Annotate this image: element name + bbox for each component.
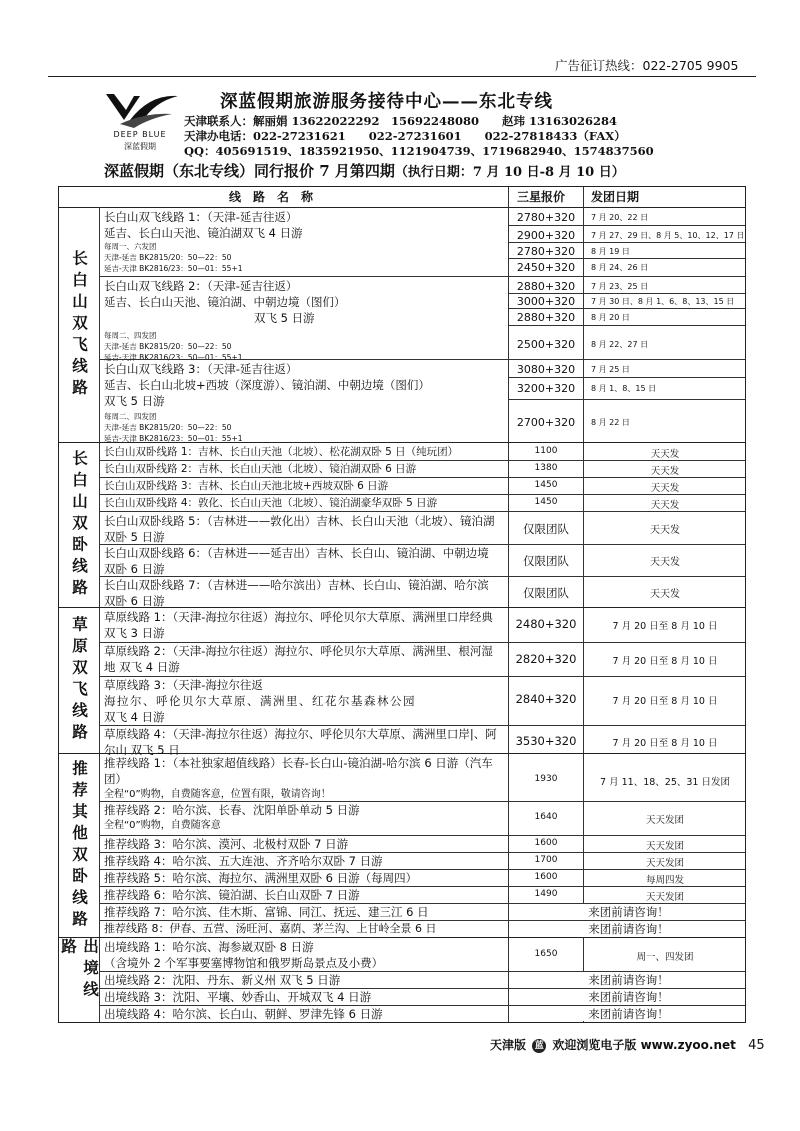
date-cell: 周一、四发团 (636, 952, 694, 963)
price-cell: 3200+320 (516, 382, 576, 395)
price-cell: 1640 (534, 812, 558, 822)
row-divider (59, 207, 745, 208)
price-cell: 1450 (534, 497, 558, 507)
price-cell: 1450 (534, 480, 558, 490)
route-outbound-1: 出境线路 1：哈尔滨、海参崴双卧 8 日游 （含境外 2 个军事要塞博物馆和俄罗斯岛景点及小费） (104, 940, 384, 970)
date-cell: 天天发 (650, 525, 680, 536)
price-cell: 2900+320 (516, 229, 576, 242)
ad-hotline: 广告征订热线：022-2705 9905 (555, 58, 739, 73)
period-name: 深蓝假期（东北专线）同行报价 7 月第四期 (104, 162, 395, 180)
category-grassland-flight: 草原双飞线路 (70, 616, 88, 745)
date-cell: 7 月 30 日、8 月 1、6、8、13、15 日 (591, 297, 735, 306)
route-sleeper-4: 长白山双卧线路 4：敦化、长白山天池（北坡）、镜泊湖豪华双卧 5 日游 (104, 497, 438, 509)
price-cell: 2780+320 (516, 245, 576, 258)
category-changbai-flight: 长白山双飞线路 (70, 249, 88, 401)
price-cell: 1380 (534, 463, 558, 473)
price-cell: 2780+320 (516, 211, 576, 224)
route-recommended-7: 推荐线路 7：哈尔滨、佳木斯、富锦、同江、抚远、建三江 6 日 (104, 905, 429, 919)
consult-cell: 来团前请咨询！ (512, 972, 745, 988)
footer-edition: 天津版 (490, 1038, 527, 1052)
date-cell: 7 月 27、29 日、8 月 5、10、12、17 日 (591, 231, 745, 240)
header-route: 线 路 名 称 (229, 190, 314, 204)
route-grassland-1: 草原线路 1：（天津-海拉尔往返）海拉尔、呼伦贝尔大草原、满洲里口岸经典 双飞 3 日游 (104, 610, 505, 640)
route-flight-3: 长白山双飞线路 3：（天津-延吉往返） 延吉、长白山北坡+西坡（深度游）、镜泊湖、中朝边境（图们） 双飞 5 日游 每周二、四发团 天津-延吉 BK2815/20：50—22：50 延吉-天津 BK2816/23：50—01：55+1 (104, 362, 430, 443)
route-recommended-4: 推荐线路 4：哈尔滨、五大连池、齐齐哈尔双卧 7 日游 (104, 854, 383, 868)
header-price: 三星报价 (517, 190, 566, 204)
route-recommended-2: 推荐线路 2：哈尔滨、长春、沈阳单卧单动 5 日游 全程“0”购物，自费随客意 (104, 803, 360, 831)
date-cell: 7 月 20、22 日 (591, 213, 649, 222)
consult-cell: 来团前请咨询！ (512, 921, 745, 937)
date-cell: 天天发 (650, 500, 680, 511)
date-cell: 7 月 11、18、25、31 日发团 (600, 777, 730, 788)
date-cell: 7 月 23、25 日 (591, 282, 649, 291)
price-cell: 1490 (534, 889, 558, 899)
date-cell: 天天发团 (645, 892, 684, 903)
route-outbound-4: 出境线路 4：哈尔滨、长白山、朝鲜、罗津先锋 6 日游 (104, 1007, 383, 1021)
date-cell: 8 月 22 日 (591, 418, 630, 427)
price-cell: 仅限团队 (523, 586, 569, 600)
route-sleeper-3: 长白山双卧线路 3：吉林、长白山天池北坡+西坡双卧 6 日游 (104, 480, 389, 492)
contact-persons: 天津联系人：解丽娟 13622022292 15692248080 赵玮 13163026284 (184, 114, 618, 128)
top-divider (48, 76, 756, 77)
consult-cell: 来团前请咨询！ (512, 989, 745, 1005)
price-cell: 2820+320 (515, 652, 577, 666)
route-recommended-8: 推荐线路 8：伊春、五营、汤旺河、嘉荫、茅兰沟、上甘岭全景 6 日 (104, 922, 437, 935)
route-flight-2: 长白山双飞线路 2：（天津-延吉往返） 延吉、长白山天池、镜泊湖、中朝边境（图们） 双飞 5 日游 每周二、四发团 天津-延吉 BK2815/20：50—22：50 延吉-天津 BK2816/23：50—01：55+1 (104, 279, 346, 362)
date-cell: 8 月 22、27 日 (591, 340, 649, 349)
route-sleeper-6: 长白山双卧线路 6：（吉林进——延吉出）吉林、长白山、镜泊湖、中朝边境双卧 6 日游 (104, 546, 489, 576)
contact-phones: 天津办电话：022-27231621 022-27231601 022-27818433（FAX） (184, 129, 626, 143)
price-cell: 2450+320 (516, 261, 576, 274)
deep-blue-logo (100, 90, 180, 158)
price-cell: 2700+320 (516, 416, 576, 429)
logo-english: DEEP BLUE (113, 130, 167, 139)
date-cell: 7 月 20 日至 8 月 10 日 (612, 738, 718, 749)
date-cell: 天天发 (650, 466, 680, 477)
date-cell: 天天发 (650, 589, 680, 600)
date-cell: 8 月 1、8、15 日 (591, 384, 657, 393)
route-sleeper-5: 长白山双卧线路 5：（吉林进——敦化出）吉林、长白山天池（北坡）、镜泊湖双卧 5 日游 (104, 514, 495, 544)
col-divider (583, 187, 584, 1022)
date-cell: 8 月 20 日 (591, 313, 630, 322)
col-divider (99, 207, 100, 1022)
route-flight-1: 长白山双飞线路 1：（天津-延吉往返） 延吉、长白山天池、镜泊湖双飞 4 日游 每周一、六发团 天津-延吉 BK2815/20：50—22：50 延吉-天津 BK2816/23：50—01：55+1 (104, 210, 303, 273)
route-grassland-2: 草原线路 2：（天津-海拉尔往返）海拉尔、呼伦贝尔大草原、满洲里、根河湿地 双飞 4 日游 (104, 644, 493, 674)
price-cell: 1930 (534, 774, 558, 784)
page-number: 45 (748, 1038, 765, 1053)
route-recommended-1: 推荐线路 1：（本社独家超值线路）长春-长白山-镜泊湖-哈尔滨 6 日游（汽车团） 全程“0”购物，自费随客意，位置有限，敬请咨询！ (104, 756, 493, 800)
date-cell: 7 月 20 日至 8 月 10 日 (612, 696, 718, 707)
footer-website[interactable]: 欢迎浏览电子版 www.zyoo.net (552, 1038, 736, 1052)
page-footer (490, 1036, 765, 1053)
date-cell: 7 月 20 日至 8 月 10 日 (612, 621, 718, 632)
header-dates: 发团日期 (591, 190, 640, 204)
route-sleeper-2: 长白山双卧线路 2：吉林、长白山天池（北坡）、镜泊湖双卧 6 日游 (104, 463, 417, 475)
route-recommended-3: 推荐线路 3：哈尔滨、漠河、北极村双卧 7 日游 (104, 837, 349, 851)
price-cell: 1700 (534, 855, 558, 865)
price-cell: 2480+320 (515, 617, 577, 631)
date-cell: 天天发 (650, 557, 680, 568)
price-cell: 2500+320 (516, 338, 576, 351)
category-outbound: 出境线路 (59, 938, 99, 1003)
period-exec-dates: （执行日期：7 月 10 日-8 月 10 日） (394, 165, 625, 180)
blue-badge-icon: 蓝 (532, 1039, 546, 1053)
price-cell: 3080+320 (516, 363, 576, 376)
price-cell: 1650 (534, 949, 558, 959)
route-sleeper-1: 长白山双卧线路 1：吉林、长白山天池（北坡）、松花湖双卧 5 日（纯玩团） (104, 446, 459, 458)
date-cell: 7 月 25 日 (591, 365, 630, 374)
price-cell: 1100 (534, 446, 558, 456)
wave-logo-icon (100, 90, 180, 130)
consult-cell: 来团前请咨询！ (512, 1006, 745, 1021)
agency-header (60, 84, 760, 160)
section-divider (59, 937, 745, 938)
consult-cell: 来团前请咨询！ (512, 904, 745, 920)
price-cell: 1600 (534, 838, 558, 848)
date-cell: 8 月 24、26 日 (591, 263, 649, 272)
price-cell: 仅限团队 (523, 522, 569, 536)
price-cell: 3000+320 (516, 295, 576, 308)
route-outbound-3: 出境线路 3：沈阳、平壤、妙香山、开城双飞 4 日游 (104, 990, 372, 1004)
price-cell: 仅限团队 (523, 554, 569, 568)
agency-title: 深蓝假期旅游服务接待中心——东北专线 (220, 92, 553, 112)
date-cell: 天天发团 (645, 815, 684, 826)
col-divider (508, 187, 509, 1022)
date-cell: 8 月 19 日 (591, 247, 630, 256)
route-recommended-5: 推荐线路 5：哈尔滨、海拉尔、满洲里双卧 6 日游（每周四） (104, 871, 418, 885)
price-cell: 3530+320 (515, 734, 577, 748)
category-changbai-sleeper: 长白山双卧线路 (70, 449, 88, 601)
period-title (104, 160, 724, 181)
route-outbound-2: 出境线路 2：沈阳、丹东、新义州 双飞 5 日游 (104, 973, 341, 987)
date-cell: 7 月 20 日至 8 月 10 日 (612, 656, 718, 667)
price-cell: 2840+320 (515, 692, 577, 706)
logo-chinese: 深蓝假期 (124, 142, 156, 151)
date-cell: 天天发 (650, 483, 680, 494)
route-sleeper-7: 长白山双卧线路 7：（吉林进——哈尔滨出）吉林、长白山、镜泊湖、哈尔滨双卧 6 日游 (104, 578, 489, 608)
route-recommended-6: 推荐线路 6：哈尔滨、镜泊湖、长白山双卧 7 日游 (104, 888, 360, 902)
date-cell: 天天发团 (645, 858, 684, 869)
date-cell: 天天发 (650, 449, 680, 460)
date-cell: 天天发团 (645, 841, 684, 852)
route-grassland-3: 草原线路 3：（天津-海拉尔往返 海拉尔、呼伦贝尔大草原、满洲里、红花尔基森林公园 双飞 4 日游 (104, 678, 416, 724)
contact-qq: QQ：405691519、1835921950、1121904739、1719682940、1574837560 (184, 144, 654, 158)
price-cell: 2880+320 (516, 280, 576, 293)
date-cell: 每周四发 (645, 875, 684, 886)
price-cell: 2880+320 (516, 311, 576, 324)
price-table (58, 186, 746, 1023)
category-recommended-sleeper: 推荐其他双卧线路 (70, 759, 88, 932)
price-cell: 1600 (534, 872, 558, 882)
route-grassland-4: 草原线路 4：（天津-海拉尔往返）海拉尔、呼伦贝尔大草原、满洲里口岸|、阿尔山 双飞 5 日 (104, 727, 497, 757)
